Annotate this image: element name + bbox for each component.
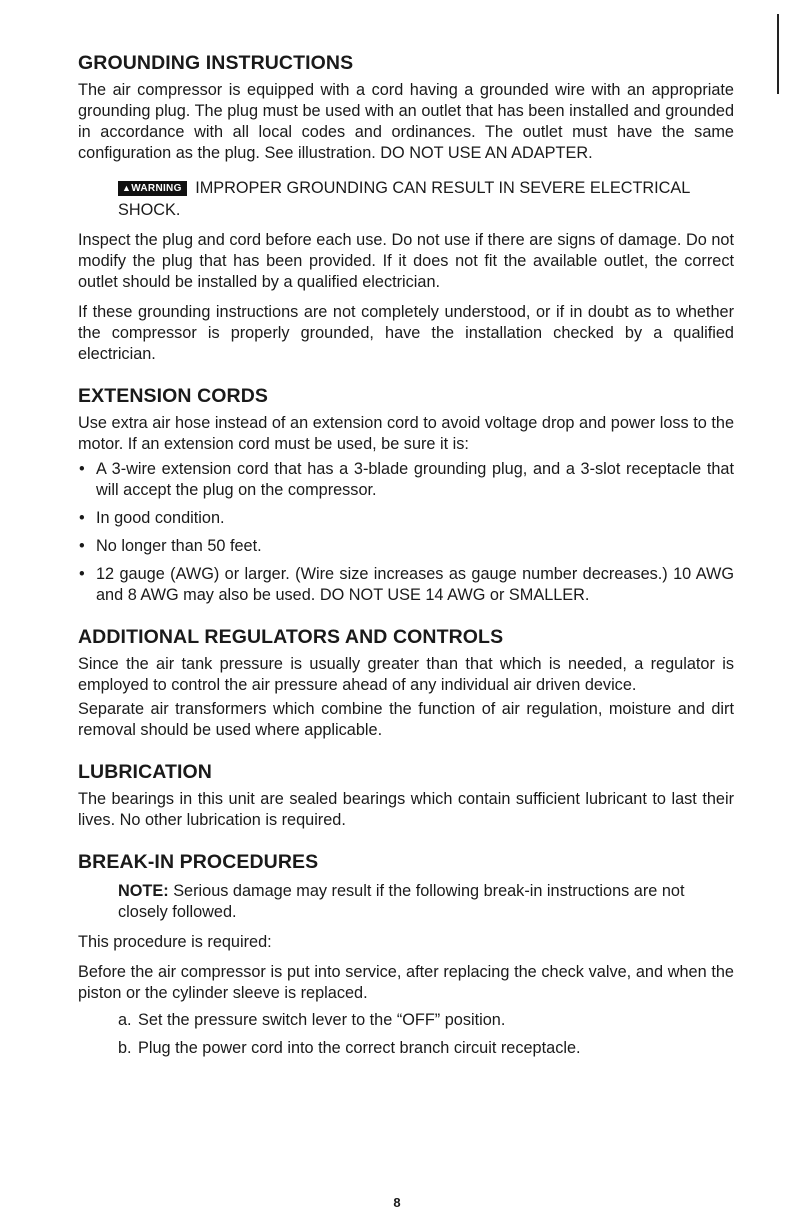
grounding-section bbox=[78, 52, 734, 365]
regulators-section bbox=[78, 626, 734, 741]
note-label: NOTE: bbox=[118, 882, 169, 900]
step-letter: b. bbox=[118, 1039, 132, 1057]
breakin-paragraph-2: Before the air compressor is put into service, after replacing the check valve, and when the piston or the cylinder sleeve is replaced. bbox=[78, 963, 734, 1002]
list-item: • A 3-wire extension cord that has a 3-blade grounding plug, and a 3-slot receptacle that will accept the plug on the compressor. bbox=[79, 460, 734, 499]
grounding-paragraph-1: The air compressor is equipped with a cord having a grounded wire with an appropriate grounding plug. The plug must be used with an outlet that has been installed and grounded in accordance with all local codes and ordinances. The outlet must have the same configuration as the plug. See illustration. DO NOT USE AN ADAPTER. bbox=[78, 81, 734, 162]
bullet-icon: • bbox=[79, 509, 85, 527]
page-number: 8 bbox=[393, 1195, 401, 1210]
breakin-paragraph-1: This procedure is required: bbox=[78, 933, 272, 951]
bullet-icon: • bbox=[79, 537, 85, 555]
step-text: Set the pressure switch lever to the “OFF” position. bbox=[138, 1011, 506, 1029]
warning-callout bbox=[118, 177, 734, 221]
bullet-icon: • bbox=[79, 565, 85, 583]
list-item: • 12 gauge (AWG) or larger. (Wire size increases as gauge number decreases.) 10 AWG and 8 AWG may also be used. DO NOT USE 14 AWG or SMALLER. bbox=[79, 565, 734, 604]
breakin-section bbox=[78, 851, 734, 1059]
grounding-heading: GROUNDING INSTRUCTIONS bbox=[78, 52, 354, 74]
breakin-heading: BREAK-IN PROCEDURES bbox=[78, 851, 319, 873]
regulators-paragraph-2: Separate air transformers which combine the function of air regulation, moisture and dirt removal should be used where applicable. bbox=[78, 700, 734, 739]
regulators-paragraph-1: Since the air tank pressure is usually greater than that which is needed, a regulator is employed to control the air pressure ahead of any individual air driven device. bbox=[78, 655, 734, 694]
list-item: • No longer than 50 feet. bbox=[79, 537, 262, 555]
extension-requirements-list bbox=[78, 459, 734, 606]
grounding-paragraph-2: Inspect the plug and cord before each use. Do not use if there are signs of damage. Do not modify the plug that has been provided. If it does not fit the available outlet, the correct outlet should be installed by a qualified electrician. bbox=[78, 231, 734, 291]
extension-intro: Use extra air hose instead of an extension cord to avoid voltage drop and power loss to the motor. If an extension cord must be used, be sure it is: bbox=[78, 414, 734, 453]
step-letter: a. bbox=[118, 1011, 132, 1029]
breakin-steps-list bbox=[118, 1010, 734, 1059]
step-text: Plug the power cord into the correct branch circuit receptacle. bbox=[138, 1039, 581, 1057]
list-item bbox=[118, 1038, 734, 1059]
bullet-icon: • bbox=[79, 460, 85, 478]
list-item bbox=[118, 1010, 734, 1031]
note-text: Serious damage may result if the following break-in instructions are not closely followed. bbox=[118, 882, 685, 921]
margin-rule bbox=[777, 14, 779, 94]
lubrication-heading: LUBRICATION bbox=[78, 761, 212, 783]
warning-text: IMPROPER GROUNDING CAN RESULT IN SEVERE ELECTRICAL SHOCK. bbox=[118, 179, 690, 219]
extension-section bbox=[78, 385, 734, 606]
regulators-heading: ADDITIONAL REGULATORS AND CONTROLS bbox=[78, 626, 504, 648]
warning-badge bbox=[118, 181, 187, 196]
warning-badge-label: WARNING bbox=[131, 183, 182, 194]
lubrication-section bbox=[78, 761, 734, 831]
warning-triangle-icon: ▲ bbox=[122, 183, 132, 193]
list-item: • In good condition. bbox=[79, 509, 225, 527]
manual-page bbox=[78, 52, 734, 1066]
breakin-note bbox=[118, 881, 734, 923]
extension-heading: EXTENSION CORDS bbox=[78, 385, 269, 407]
lubrication-paragraph: The bearings in this unit are sealed bearings which contain sufficient lubricant to last their lives. No other lubrication is required. bbox=[78, 790, 734, 829]
grounding-paragraph-3: If these grounding instructions are not completely understood, or if in doubt as to whether the compressor is properly grounded, have the installation checked by a qualified electrician. bbox=[78, 303, 734, 363]
